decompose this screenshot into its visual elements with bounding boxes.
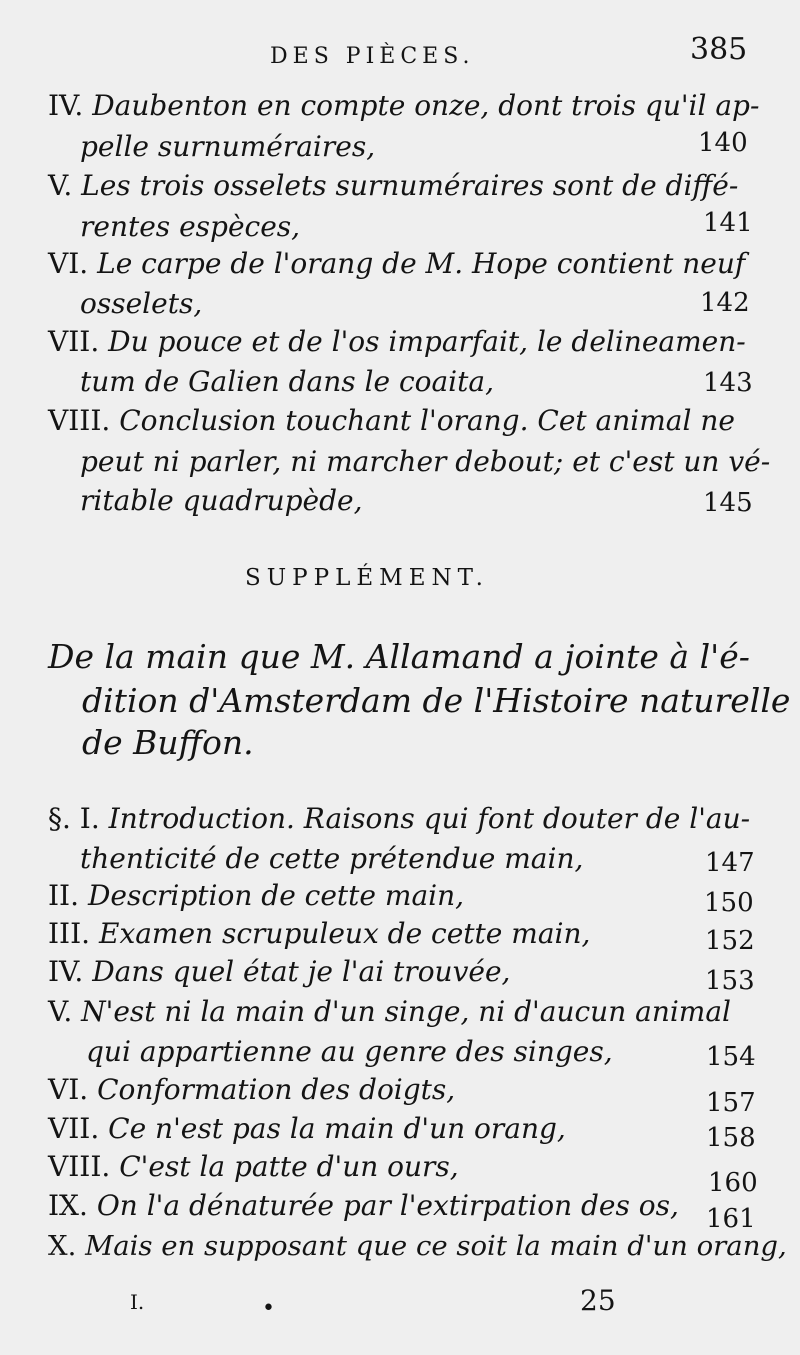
- entry-page: 161: [706, 1204, 756, 1234]
- entry-page: 150: [704, 888, 754, 918]
- entry-line: VII. Ce n'est pas la main d'un orang,: [48, 1112, 566, 1145]
- entry-line: thenticité de cette prétendue main,: [80, 842, 584, 875]
- entry-page: 152: [705, 926, 755, 956]
- entry-line: III. Examen scrupuleux de cette main,: [48, 917, 591, 950]
- entry-page: 153: [705, 966, 755, 996]
- entry-page: 140: [698, 128, 748, 158]
- entry-page: 141: [703, 208, 753, 238]
- running-head: DES PIÈCES.: [270, 44, 475, 69]
- entry-line: VII. Du pouce et de l'os imparfait, le delineamen-: [48, 325, 746, 358]
- section-heading: SUPPLÉMENT.: [245, 565, 489, 591]
- entry-line: II. Description de cette main,: [48, 879, 465, 912]
- entry-line: IX. On l'a dénaturée par l'extirpation des os,: [48, 1189, 679, 1222]
- sheet-number: 25: [580, 1284, 616, 1317]
- entry-page: 142: [700, 288, 750, 318]
- entry-line: §. I. Introduction. Raisons qui font douter de l'au-: [48, 802, 751, 835]
- entry-line: VI. Le carpe de l'orang de M. Hope contient neuf: [48, 247, 746, 280]
- entry-line: pelle surnuméraires,: [80, 130, 376, 163]
- entry-line: V. Les trois osselets surnuméraires sont de diffé-: [48, 169, 739, 202]
- entry-line: ritable quadrupède,: [80, 484, 363, 517]
- entry-page: 145: [703, 488, 753, 518]
- entry-line: peut ni parler, ni marcher debout; et c'est un vé-: [80, 445, 771, 478]
- printer-dot: •: [262, 1296, 275, 1321]
- entry-line: qui appartienne au genre des singes,: [86, 1035, 613, 1068]
- entry-page: 160: [708, 1168, 758, 1198]
- entry-line: IV. Dans quel état je l'ai trouvée,: [48, 955, 511, 988]
- entry-line: V. N'est ni la main d'un singe, ni d'aucun animal: [48, 995, 732, 1028]
- page-number: 385: [690, 32, 748, 67]
- supplement-title-line: dition d'Amsterdam de l'Histoire naturelle: [82, 681, 791, 720]
- entry-line: VIII. Conclusion touchant l'orang. Cet animal ne: [48, 404, 735, 437]
- entry-page: 157: [706, 1088, 756, 1118]
- entry-line: rentes espèces,: [80, 210, 301, 243]
- supplement-title-line: de Buffon.: [82, 723, 254, 762]
- entry-line: osselets,: [80, 287, 203, 320]
- entry-line: VIII. C'est la patte d'un ours,: [48, 1150, 459, 1183]
- entry-page: 147: [705, 848, 755, 878]
- signature-mark: I.: [130, 1290, 145, 1314]
- entry-line: VI. Conformation des doigts,: [48, 1073, 456, 1106]
- entry-line: X. Mais en supposant que ce soit la main d'un orang,: [48, 1230, 787, 1262]
- supplement-title-line: De la main que M. Allamand a jointe à l'é-: [48, 637, 750, 676]
- entry-line: IV. Daubenton en compte onze, dont trois qu'il ap-: [48, 89, 760, 122]
- entry-line: tum de Galien dans le coaita,: [80, 365, 494, 398]
- entry-page: 143: [703, 368, 753, 398]
- entry-page: 154: [706, 1042, 756, 1072]
- entry-page: 158: [706, 1123, 756, 1153]
